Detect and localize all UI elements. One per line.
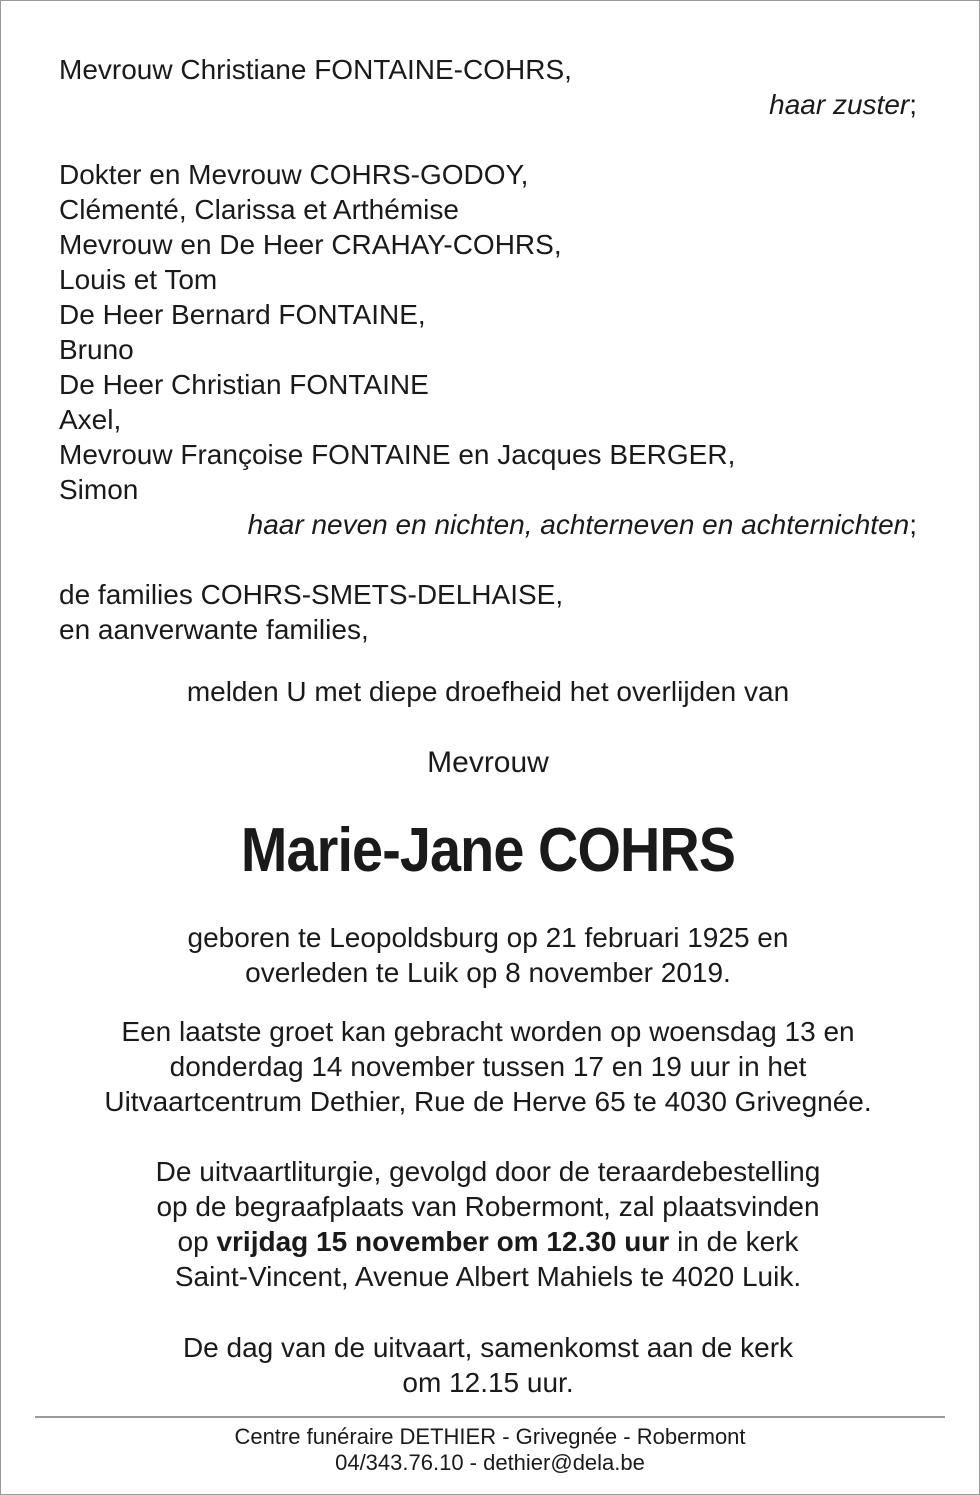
birth-line: geboren te Leopoldsburg op 21 februari 1925 en — [187, 922, 789, 953]
viewing-line: donderdag 14 november tussen 17 en 19 uur in het — [169, 1051, 807, 1082]
footer-company: Centre funéraire DETHIER - Grivegnée - Robermont — [234, 1424, 746, 1449]
birth-death-info — [59, 920, 917, 990]
viewing-line: Een laatste groet kan gebracht worden op woensdag 13 en — [121, 1016, 855, 1047]
obituary-body — [59, 52, 917, 1400]
relative-line: Simon — [59, 474, 139, 505]
relative-line: Dokter en Mevrouw COHRS-GODOY, — [59, 159, 529, 190]
relatives-list — [59, 157, 917, 507]
sister-relation-text: haar zuster — [769, 89, 910, 120]
family-line: en aanverwante families, — [59, 614, 369, 645]
funeral-line: Saint-Vincent, Avenue Albert Mahiels te 4020 Luik. — [174, 1261, 802, 1292]
footer-contact: 04/343.76.10 - dethier@dela.be — [335, 1450, 645, 1475]
announcement-intro: melden U met diepe droefheid het overlijden van — [186, 676, 790, 707]
funeral-date: vrijdag 15 november om 12.30 uur — [216, 1226, 670, 1257]
viewing-line: Uitvaartcentrum Dethier, Rue de Herve 65 te 4030 Grivegnée. — [104, 1086, 872, 1117]
funeral-info — [59, 1154, 917, 1294]
sister-relation — [59, 87, 917, 122]
deceased-name: Marie-Jane COHRS — [240, 816, 736, 885]
relative-line: Louis et Tom — [59, 264, 218, 295]
relatives-relation — [59, 507, 917, 542]
sister-relation-suffix: ; — [909, 89, 917, 120]
relatives-relation-text: haar neven en nichten, achterneven en achternichten — [247, 509, 910, 540]
relative-line: Mevrouw en De Heer CRAHAY-COHRS, — [59, 229, 562, 260]
deceased-title: Mevrouw — [427, 746, 549, 779]
footer — [0, 1424, 980, 1476]
gathering-info — [59, 1330, 917, 1400]
families-list — [59, 577, 917, 647]
funeral-date-line — [59, 1224, 917, 1259]
funeral-date-suffix: in de kerk — [669, 1226, 799, 1257]
gathering-line: om 12.15 uur. — [402, 1367, 574, 1398]
relative-line: Mevrouw Françoise FONTAINE en Jacques BERGER, — [59, 439, 736, 470]
funeral-line: op de begraafplaats van Robermont, zal plaatsvinden — [156, 1191, 820, 1222]
relative-line: De Heer Christian FONTAINE — [59, 369, 429, 400]
funeral-line: De uitvaartliturgie, gevolgd door de teraardebestelling — [155, 1156, 821, 1187]
viewing-info — [59, 1014, 917, 1119]
relative-line: De Heer Bernard FONTAINE, — [59, 299, 426, 330]
footer-divider — [35, 1416, 945, 1418]
death-line: overleden te Luik op 8 november 2019. — [245, 957, 731, 988]
gathering-line: De dag van de uitvaart, samenkomst aan de kerk — [182, 1332, 794, 1363]
relatives-relation-suffix: ; — [909, 509, 917, 540]
sister-name: Mevrouw Christiane FONTAINE-COHRS, — [59, 54, 572, 85]
relative-line: Bruno — [59, 334, 134, 365]
funeral-date-prefix: op — [177, 1226, 217, 1257]
relative-line: Clémenté, Clarissa et Arthémise — [59, 194, 459, 225]
family-line: de families COHRS-SMETS-DELHAISE, — [59, 579, 564, 610]
relative-line: Axel, — [59, 404, 122, 435]
